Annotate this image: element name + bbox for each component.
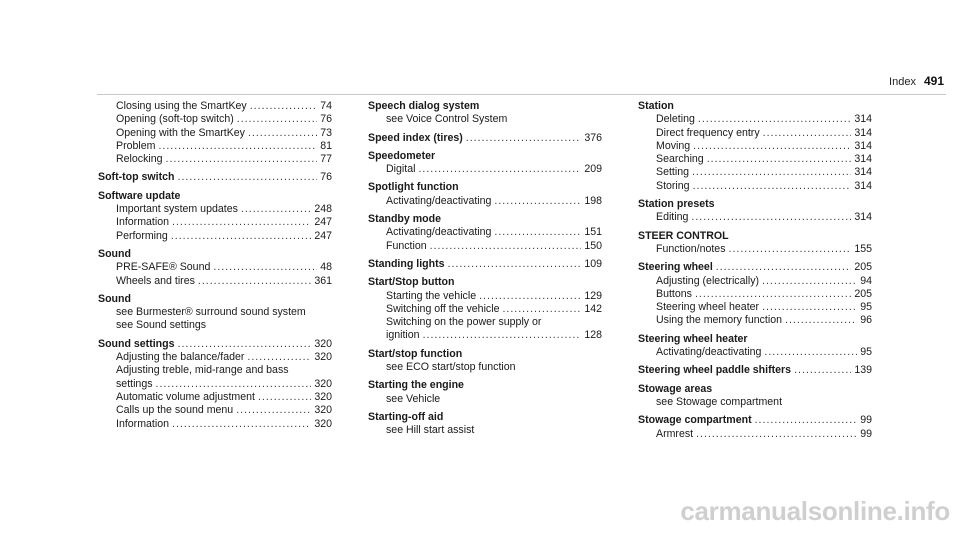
leader-dots xyxy=(178,171,318,184)
leader-dots xyxy=(466,132,582,145)
index-subentry xyxy=(638,127,872,140)
entry-text: Stowage compartment xyxy=(638,414,752,427)
leader-dots xyxy=(178,338,312,351)
leader-dots xyxy=(698,113,851,126)
page-reference: 77 xyxy=(320,153,332,166)
entry-text: Information xyxy=(116,417,169,430)
entry-text: STEER CONTROL xyxy=(638,229,729,242)
index-subentry xyxy=(638,243,872,256)
entry-text: Storing xyxy=(656,179,690,192)
page-reference: 320 xyxy=(314,351,332,364)
index-subentry xyxy=(638,301,872,314)
entry-text: see ECO start/stop function xyxy=(386,361,516,374)
leader-dots xyxy=(696,428,857,441)
watermark-text: carmanualsonline.info xyxy=(680,496,950,526)
page-reference: 151 xyxy=(584,226,602,239)
entry-text: Deleting xyxy=(656,113,695,126)
entry-text: Sound xyxy=(98,247,131,260)
entry-text: Opening with the SmartKey xyxy=(116,126,245,139)
entry-text: Searching xyxy=(656,153,704,166)
leader-dots xyxy=(156,378,312,391)
entry-text: Important system updates xyxy=(116,203,238,216)
index-entry xyxy=(638,333,872,346)
index-subentry xyxy=(98,153,332,166)
entry-text: Steering wheel heater xyxy=(656,301,760,314)
index-entry xyxy=(638,100,872,113)
leader-dots xyxy=(172,216,311,229)
entry-text: Function xyxy=(386,239,427,252)
leader-dots xyxy=(418,163,581,176)
index-column-3 xyxy=(638,100,872,441)
entry-text: Problem xyxy=(116,139,156,152)
index-subentry xyxy=(638,113,872,126)
index-subentry xyxy=(368,290,602,303)
index-subentry xyxy=(98,306,332,319)
page-reference: 248 xyxy=(314,203,332,216)
index-entry xyxy=(368,276,602,289)
leader-dots xyxy=(247,351,311,364)
leader-dots xyxy=(692,166,851,179)
entry-text: Steering wheel paddle shifters xyxy=(638,364,792,377)
page-reference: 73 xyxy=(320,126,332,139)
page-reference: 109 xyxy=(584,257,602,270)
index-entry xyxy=(98,248,332,261)
index-subentry xyxy=(368,163,602,176)
index-subentry xyxy=(368,361,602,374)
leader-dots xyxy=(241,203,311,216)
index-entry xyxy=(98,190,332,203)
index-subentry xyxy=(98,364,332,377)
index-entry xyxy=(638,414,872,427)
index-entry xyxy=(638,261,872,274)
index-subentry xyxy=(368,393,602,406)
index-subentry xyxy=(98,230,332,243)
entry-text: Activating/deactivating xyxy=(386,194,492,207)
index-entry xyxy=(98,338,332,351)
index-subentry xyxy=(98,100,332,113)
leader-dots xyxy=(479,290,581,303)
entry-text: Adjusting treble, mid-range and bass xyxy=(116,364,289,377)
leader-dots xyxy=(695,288,851,301)
page-reference: 96 xyxy=(860,314,872,327)
leader-dots xyxy=(250,100,317,113)
entry-text: see Voice Control System xyxy=(386,113,508,126)
index-subentry xyxy=(368,329,602,342)
index-subentry xyxy=(638,428,872,441)
page-reference: 247 xyxy=(314,229,332,242)
page-reference: 94 xyxy=(860,274,872,287)
index-subentry xyxy=(98,378,332,391)
entry-text: Spotlight function xyxy=(368,181,459,194)
page-header xyxy=(889,74,944,88)
page-reference: 376 xyxy=(584,131,602,144)
leader-dots xyxy=(762,301,857,314)
page-reference: 74 xyxy=(320,100,332,112)
entry-text: Function/notes xyxy=(656,242,726,255)
index-entry xyxy=(368,150,602,163)
leader-dots xyxy=(430,240,582,253)
index-entry xyxy=(368,132,602,145)
index-subentry xyxy=(368,195,602,208)
index-entry xyxy=(368,411,602,424)
page-reference: 320 xyxy=(314,417,332,430)
page-reference: 95 xyxy=(860,346,872,359)
leader-dots xyxy=(502,303,581,316)
page-reference: 314 xyxy=(854,211,872,224)
leader-dots xyxy=(716,261,852,274)
leader-dots xyxy=(755,414,858,427)
leader-dots xyxy=(693,140,851,153)
entry-text: Speech dialog system xyxy=(368,100,480,112)
leader-dots xyxy=(172,418,311,431)
page-reference: 99 xyxy=(860,414,872,427)
index-subentry xyxy=(638,346,872,359)
index-entry xyxy=(368,213,602,226)
index-entry xyxy=(98,293,332,306)
entry-text: Wheels and tires xyxy=(116,274,195,287)
entry-text: Standby mode xyxy=(368,213,441,226)
index-entry xyxy=(368,258,602,271)
entry-text: Information xyxy=(116,216,169,229)
index-subentry xyxy=(98,418,332,431)
index-subentry xyxy=(98,113,332,126)
leader-dots xyxy=(494,226,581,239)
index-subentry xyxy=(638,153,872,166)
index-subentry xyxy=(368,113,602,126)
page-reference: 155 xyxy=(854,242,872,255)
page-reference: 320 xyxy=(314,390,332,403)
page-reference: 142 xyxy=(584,302,602,315)
entry-text: Switching off the vehicle xyxy=(386,302,500,315)
leader-dots xyxy=(258,391,311,404)
index-subentry xyxy=(638,288,872,301)
index-subentry xyxy=(638,211,872,224)
entry-text: PRE-SAFE® Sound xyxy=(116,261,211,274)
entry-text: Standing lights xyxy=(368,257,445,270)
entry-text: Adjusting the balance/fader xyxy=(116,351,245,364)
index-subentry xyxy=(98,391,332,404)
entry-text: see Sound settings xyxy=(116,319,207,332)
index-subentry xyxy=(638,140,872,153)
leader-dots xyxy=(166,153,318,166)
page-reference: 314 xyxy=(854,179,872,192)
entry-text: Using the memory function xyxy=(656,314,783,327)
page-reference: 76 xyxy=(320,171,332,184)
page-reference: 129 xyxy=(584,289,602,302)
index-entry xyxy=(98,171,332,184)
page-reference: 320 xyxy=(314,337,332,350)
entry-text: Activating/deactivating xyxy=(386,226,492,239)
leader-dots xyxy=(213,261,317,274)
index-entry xyxy=(638,383,872,396)
entry-text: Adjusting (electrically) xyxy=(656,274,760,287)
page-reference: 198 xyxy=(584,194,602,207)
leader-dots xyxy=(198,275,311,288)
entry-text: Digital xyxy=(386,163,416,176)
entry-text: see Hill start assist xyxy=(386,424,475,437)
page-reference: 76 xyxy=(320,113,332,126)
index-subentry xyxy=(98,261,332,274)
index-entry xyxy=(638,230,872,243)
entry-text: Speed index (tires) xyxy=(368,131,463,144)
header-divider xyxy=(97,94,946,95)
leader-dots xyxy=(693,180,852,193)
entry-text: Armrest xyxy=(656,427,694,440)
entry-text: Soft-top switch xyxy=(98,171,175,184)
leader-dots xyxy=(248,127,317,140)
leader-dots xyxy=(764,346,857,359)
entry-text: Software update xyxy=(98,189,181,202)
entry-text: settings xyxy=(116,377,153,390)
leader-dots xyxy=(707,153,852,166)
leader-dots xyxy=(236,404,311,417)
entry-text: Switching on the power supply or xyxy=(386,316,542,329)
index-entry xyxy=(368,181,602,194)
entry-text: see Stowage compartment xyxy=(656,395,783,408)
leader-dots xyxy=(785,314,857,327)
index-subentry xyxy=(638,314,872,327)
page-reference: 81 xyxy=(320,139,332,152)
leader-dots xyxy=(494,195,581,208)
index-column-2 xyxy=(368,100,602,438)
index-subentry xyxy=(368,226,602,239)
leader-dots xyxy=(423,329,582,342)
page-reference: 314 xyxy=(854,113,872,126)
index-subentry xyxy=(638,275,872,288)
leader-dots xyxy=(763,127,852,140)
leader-dots xyxy=(237,113,317,126)
page-reference: 314 xyxy=(854,126,872,139)
entry-text: see Vehicle xyxy=(386,392,441,405)
index-subentry xyxy=(98,319,332,332)
index-subentry xyxy=(98,216,332,229)
entry-text: Starting-off aid xyxy=(368,410,444,423)
page-number: 491 xyxy=(923,74,944,88)
page-reference: 95 xyxy=(860,301,872,314)
index-subentry xyxy=(368,316,602,329)
entry-text: Opening (soft-top switch) xyxy=(116,113,234,126)
page-reference: 247 xyxy=(314,216,332,229)
entry-text: Sound settings xyxy=(98,337,175,350)
page-reference: 139 xyxy=(854,364,872,377)
entry-text: Station presets xyxy=(638,198,715,211)
index-entry xyxy=(638,364,872,377)
page-reference: 361 xyxy=(314,274,332,287)
index-subentry xyxy=(98,351,332,364)
index-entry xyxy=(368,348,602,361)
index-subentry xyxy=(638,396,872,409)
index-subentry xyxy=(98,140,332,153)
leader-dots xyxy=(448,258,582,271)
entry-text: Start/Stop button xyxy=(368,276,455,289)
index-entry xyxy=(368,379,602,392)
page-reference: 150 xyxy=(584,239,602,252)
page-reference: 205 xyxy=(854,261,872,274)
entry-text: Performing xyxy=(116,229,168,242)
entry-text: Sound xyxy=(98,292,131,305)
index-subentry xyxy=(638,166,872,179)
page-reference: 314 xyxy=(854,166,872,179)
entry-text: Setting xyxy=(656,166,689,179)
entry-text: Automatic volume adjustment xyxy=(116,390,255,403)
index-entry xyxy=(638,198,872,211)
entry-text: Editing xyxy=(656,211,689,224)
entry-text: Station xyxy=(638,100,674,112)
page-reference: 314 xyxy=(854,153,872,166)
entry-text: Closing using the SmartKey xyxy=(116,100,247,112)
entry-text: ignition xyxy=(386,329,420,342)
entry-text: Steering wheel heater xyxy=(638,332,748,345)
page-reference: 320 xyxy=(314,404,332,417)
entry-text: Direct frequency entry xyxy=(656,126,760,139)
entry-text: see Burmester® surround sound system xyxy=(116,306,306,319)
index-entry xyxy=(368,100,602,113)
index-column-1 xyxy=(98,100,332,431)
entry-text: Relocking xyxy=(116,153,163,166)
index-subentry xyxy=(368,424,602,437)
page-reference: 48 xyxy=(320,261,332,274)
entry-text: Activating/deactivating xyxy=(656,346,762,359)
entry-text: Starting the engine xyxy=(368,379,464,392)
entry-text: Stowage areas xyxy=(638,382,713,395)
index-subentry xyxy=(368,240,602,253)
page-reference: 209 xyxy=(584,163,602,176)
leader-dots xyxy=(729,243,852,256)
entry-text: Starting the vehicle xyxy=(386,289,477,302)
index-subentry xyxy=(98,404,332,417)
entry-text: Speedometer xyxy=(368,149,436,162)
leader-dots xyxy=(691,211,851,224)
entry-text: Start/stop function xyxy=(368,347,463,360)
leader-dots xyxy=(794,364,851,377)
index-subentry xyxy=(98,275,332,288)
page-reference: 128 xyxy=(584,329,602,342)
page-reference: 205 xyxy=(854,287,872,300)
page-reference: 314 xyxy=(854,139,872,152)
page-reference: 320 xyxy=(314,377,332,390)
entry-text: Moving xyxy=(656,139,691,152)
index-subentry xyxy=(638,180,872,193)
index-subentry xyxy=(98,127,332,140)
index-subentry xyxy=(98,203,332,216)
page-reference: 99 xyxy=(860,427,872,440)
section-label: Index xyxy=(889,76,916,88)
leader-dots xyxy=(762,275,857,288)
entry-text: Calls up the sound menu xyxy=(116,404,234,417)
index-subentry xyxy=(368,303,602,316)
leader-dots xyxy=(158,140,317,153)
entry-text: Buttons xyxy=(656,287,692,300)
leader-dots xyxy=(171,230,312,243)
entry-text: Steering wheel xyxy=(638,261,713,274)
